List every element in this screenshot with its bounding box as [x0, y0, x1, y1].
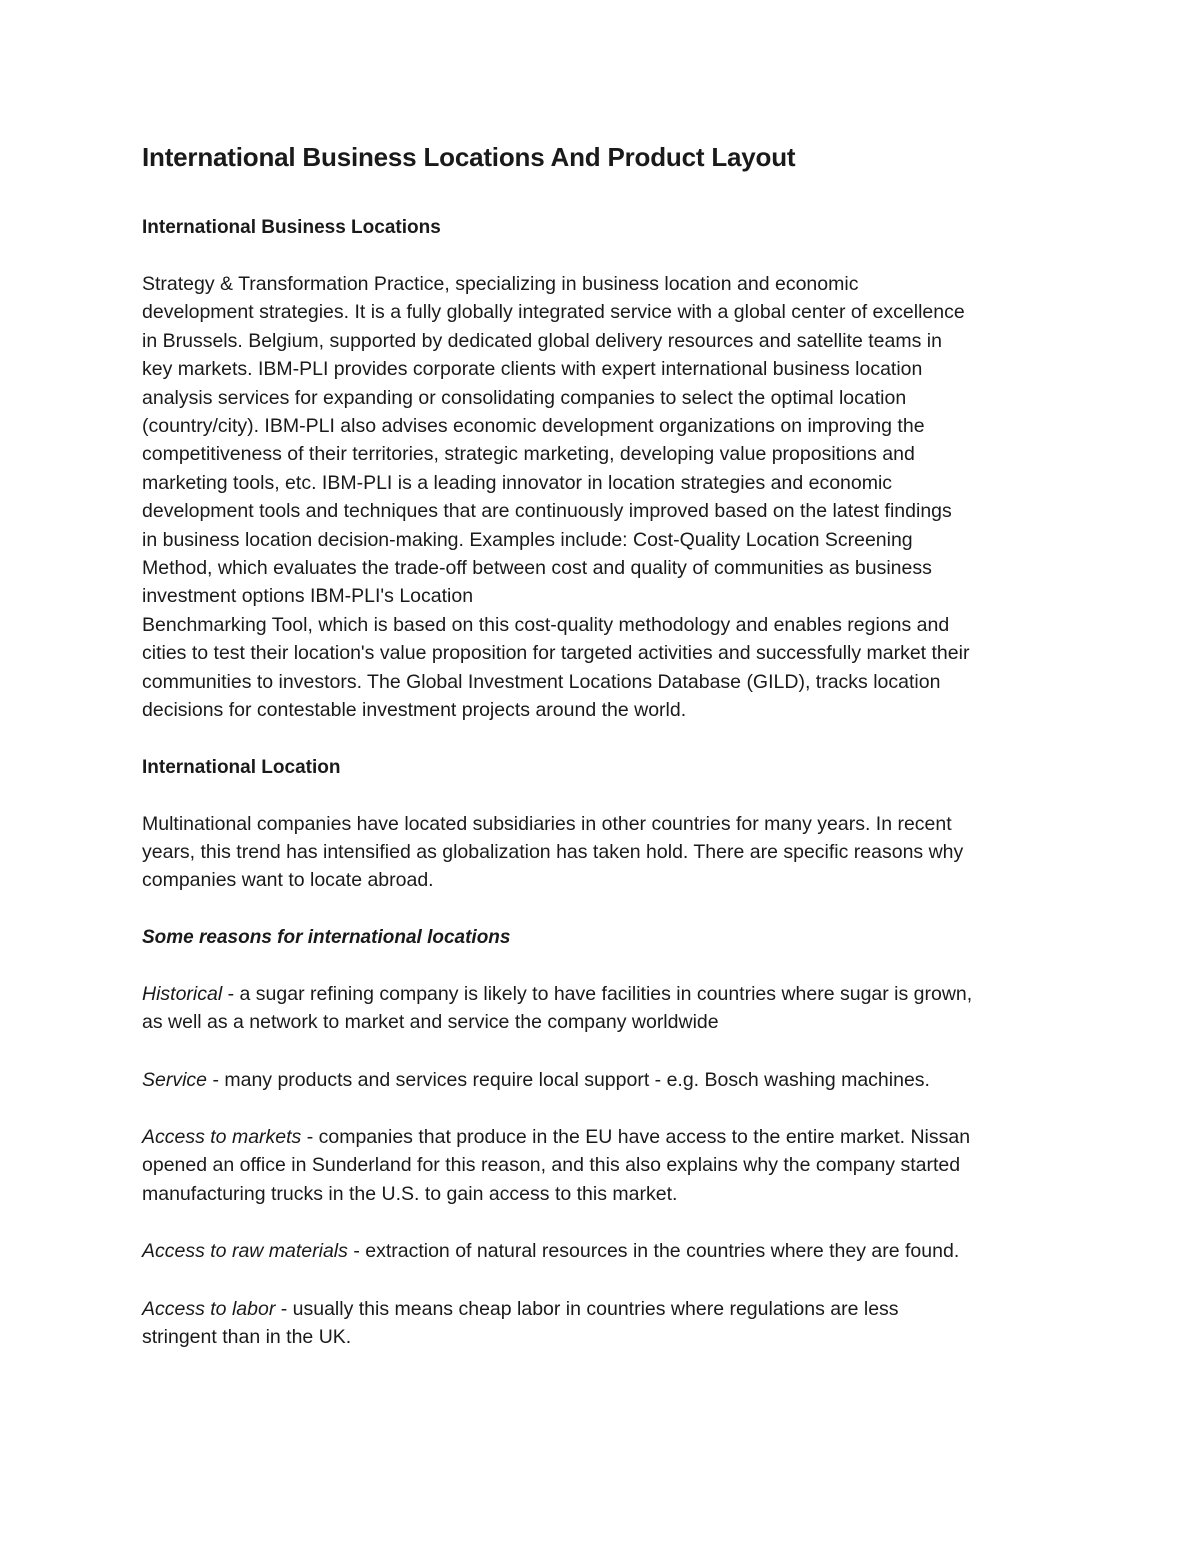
reason-historical [142, 980, 1072, 1037]
reason-access-to-markets [142, 1123, 1072, 1208]
reason-access-to-raw-materials [142, 1237, 1072, 1265]
reason-text: - a sugar refining company is likely to have facilities in countries where sugar is grown, as well as a network to market and service the company worldwide [142, 982, 973, 1034]
reason-term: Access to markets [142, 1125, 302, 1148]
reason-text: - usually this means cheap labor in countries where regulations are less stringent than in the UK. [142, 1297, 899, 1348]
paragraph-ibm-pli: Strategy & Transformation Practice, specializing in business location and economic development strategies. It is a fully globally integrated service with a global center of excellence in Brussels. Belgium, supported by dedicated global delivery resources and satellite teams in key markets. IBM-PLI provides corporate clients with expert international business location analysis services for expanding or consolidating companies to select the optimal location (country/city). IBM-PLI also advises economic development organizations on improving the competitiveness of their territories, strategic marketing, developing value propositions and marketing tools, etc. IBM-PLI is a leading innovator in location strategies and economic development tools and techniques that are continuously improved based on the latest findings in business location decision-making. Examples include: Cost-Quality Location Screening Method, which evaluates the trade-off between cost and quality of communities as business investment options IBM-PLI's Location Benchmarking Tool, which is based on this cost-quality methodology and enables regions and cities to test their location's value proposition for targeted activities and successfully market their communities to investors. The Global Investment Locations Database (GILD), tracks location decisions for contestable investment projects around the world. [142, 273, 970, 722]
section-heading-international-location: International Location [142, 756, 341, 778]
paragraph-multinational: Multinational companies have located subsidiaries in other countries for many years. In recent years, this trend has intensified as globalization has taken hold. There are specific reasons why companies want to locate abroad. [142, 812, 964, 892]
reason-term: Service [142, 1068, 208, 1091]
reason-text: - many products and services require local support - e.g. Bosch washing machines. [207, 1068, 930, 1091]
reason-access-to-labor [142, 1295, 1072, 1352]
document-title: International Business Locations And Product Layout [142, 142, 796, 172]
reason-service [142, 1066, 1072, 1094]
section-heading-reasons: Some reasons for international locations [142, 926, 511, 948]
reason-term: Historical [142, 982, 223, 1005]
reason-term: Access to raw materials [142, 1240, 348, 1263]
reason-text: - extraction of natural resources in the countries where they are found. [347, 1240, 960, 1263]
document-page [142, 138, 1072, 1351]
reason-text: - companies that produce in the EU have access to the entire market. Nissan opened an office in Sunderland for this reason, and this also explains why the company started manufacturing trucks in the U.S. to gain access to this market. [142, 1125, 971, 1205]
reason-term: Access to labor [142, 1297, 276, 1320]
section-heading-international-business-locations: International Business Locations [142, 217, 441, 238]
